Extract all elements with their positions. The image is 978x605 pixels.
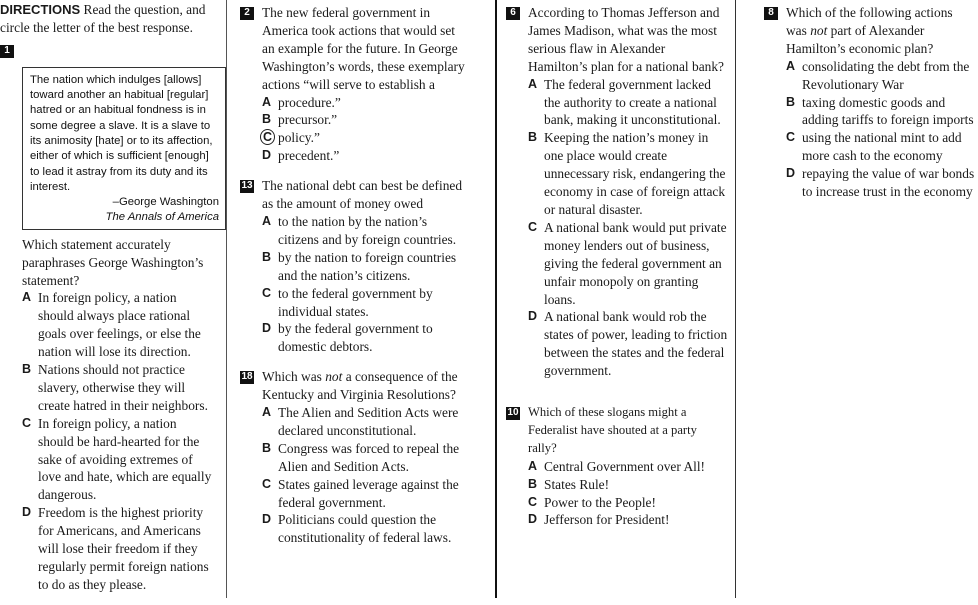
- quote-source: The Annals of America: [105, 211, 219, 224]
- option-d[interactable]: [22, 504, 212, 594]
- option-letter: C: [22, 415, 32, 430]
- option-text: Politicians could question the constitutionality of federal laws.: [278, 512, 452, 546]
- option-letter: C: [262, 285, 272, 300]
- question-10: [506, 404, 728, 529]
- option-b[interactable]: [262, 440, 468, 476]
- option-text: In foreign policy, a nation should be hard-hearted for the sake of avoiding extremes of love and hate, which are equally dangerous.: [38, 415, 212, 503]
- option-text: by the nation to foreign countries and the nation’s citizens.: [278, 249, 457, 283]
- option-letter: D: [22, 505, 32, 520]
- option-b[interactable]: [528, 129, 728, 219]
- quote-box: [22, 67, 226, 230]
- option-letter: B: [262, 249, 272, 264]
- option-letter: A: [262, 405, 272, 420]
- quote-attribution: –George Washington: [112, 196, 219, 209]
- option-text: The federal government lacked the authority to create a national bank, making it unconstitutional.: [544, 76, 721, 128]
- question-stem: Which of the following actions was not part of Alexander Hamilton’s economic plan?: [786, 5, 953, 56]
- column-3: [506, 0, 728, 540]
- option-text: Power to the People!: [544, 494, 656, 510]
- option-text: Keeping the nation’s money in one place would create unnecessary risk, endangering the economy in case of foreign attack or natural disaster.: [544, 130, 726, 217]
- options: [262, 94, 468, 166]
- options: [528, 76, 728, 380]
- option-letter: C: [528, 494, 538, 509]
- option-text: The Alien and Sedition Acts were declared unconstitutional.: [278, 405, 459, 438]
- question-stem: Which of these slogans might a Federalist have shouted at a party rally?: [528, 405, 697, 455]
- option-d[interactable]: [786, 165, 976, 201]
- option-letter: D: [528, 512, 538, 527]
- question-2: [240, 4, 468, 165]
- option-text: precursor.”: [278, 112, 338, 128]
- option-c[interactable]: [528, 219, 728, 309]
- option-letter: A: [528, 458, 538, 473]
- option-letter: C: [528, 219, 538, 234]
- question-number: 10: [507, 407, 519, 419]
- option-text: to the federal government by individual states.: [278, 285, 433, 319]
- option-text: Freedom is the highest priority for Americans, and Americans will lose their freedom if they regularly permit foreign nations to do as they please.: [38, 505, 209, 592]
- option-text: by the federal government to domestic debtors.: [278, 321, 433, 355]
- column-divider: [495, 0, 497, 598]
- option-d[interactable]: [528, 511, 728, 529]
- option-c[interactable]: [528, 494, 728, 512]
- option-text: In foreign policy, a nation should always place rational goals over feelings, or else the nation will lose its direction.: [38, 290, 201, 360]
- option-b[interactable]: [22, 361, 212, 415]
- option-text: taxing domestic goods and adding tariffs to foreign imports: [802, 94, 974, 128]
- option-text: A national bank would rob the states of power, leading to friction between the states and the federal government.: [544, 309, 728, 379]
- column-divider: [735, 0, 736, 598]
- option-letter: B: [262, 112, 272, 127]
- option-a[interactable]: [528, 76, 728, 130]
- option-text: States Rule!: [544, 476, 610, 492]
- option-text: using the national mint to add more cash to the economy: [802, 130, 962, 164]
- option-letter: C: [262, 476, 272, 491]
- question-1: [0, 41, 219, 594]
- quote-text: The nation which indulges [allows] toward another an habitual [regular] hatred or an habitual fondness is in some degree a slave. It is a slave to its animosity [hate] or to its affection, either of which is sufficient [enough] to lead it astray from its duty and its interest.: [30, 73, 213, 193]
- question-stem: According to Thomas Jefferson and James Madison, what was the most serious flaw in Alexander Hamilton’s plan for a national bank?: [528, 5, 724, 74]
- options: [22, 289, 212, 593]
- column-2: [240, 0, 468, 558]
- option-letter: C: [786, 130, 796, 145]
- question-18: [240, 368, 468, 547]
- options: [262, 213, 468, 356]
- option-a[interactable]: [22, 289, 212, 361]
- option-letter: D: [528, 309, 538, 324]
- option-text: Congress was forced to repeal the Alien and Sedition Acts.: [278, 440, 460, 474]
- question-13: [240, 177, 468, 356]
- option-text: A national bank would put private money lenders out of business, giving the federal government an unfair monopoly on granting loans.: [544, 219, 727, 307]
- option-text: policy.”: [278, 130, 320, 146]
- circled-answer-mark: C: [260, 129, 275, 145]
- option-a[interactable]: [786, 58, 976, 94]
- option-c[interactable]: [22, 415, 212, 505]
- option-letter: B: [528, 476, 538, 491]
- option-letter: A: [528, 76, 538, 91]
- option-letter: B: [22, 362, 32, 377]
- option-text: procedure.”: [278, 94, 341, 110]
- option-c[interactable]: [262, 476, 468, 512]
- option-b[interactable]: [786, 94, 976, 130]
- column-divider: [226, 0, 227, 598]
- question-6: [506, 4, 728, 380]
- options: [786, 58, 976, 201]
- option-a[interactable]: [262, 94, 468, 112]
- option-text: consolidating the debt from the Revolutionary War: [802, 58, 970, 92]
- option-letter: D: [262, 512, 272, 527]
- option-c[interactable]: [786, 129, 976, 165]
- option-b[interactable]: [528, 476, 728, 494]
- option-text: Nations should not practice slavery, otherwise they will create hatred in their neighbors.: [38, 362, 208, 413]
- question-stem: Which was not a consequence of the Kentucky and Virginia Resolutions?: [262, 369, 458, 403]
- question-number: 6: [506, 7, 520, 20]
- question-8: [764, 4, 976, 201]
- option-b[interactable]: [262, 111, 468, 129]
- option-text: repaying the value of war bonds to increase trust in the economy: [802, 166, 975, 200]
- directions-text: Read the question, and circle the letter of the best response.: [0, 2, 206, 35]
- question-stem: Which statement accurately paraphrases George Washington’s statement?: [22, 236, 204, 288]
- option-letter: A: [262, 94, 272, 109]
- directions-label: DIRECTIONS: [0, 2, 81, 17]
- option-a[interactable]: [262, 404, 468, 440]
- option-text: Jefferson for President!: [544, 512, 670, 528]
- option-a[interactable]: [528, 458, 728, 476]
- option-text: Central Government over All!: [544, 458, 706, 474]
- option-text: to the nation by the nation’s citizens and by foreign countries.: [278, 213, 457, 247]
- option-letter: A: [262, 213, 272, 228]
- question-number: 8: [764, 7, 778, 20]
- option-a[interactable]: [262, 213, 468, 249]
- option-c[interactable]: [262, 285, 468, 321]
- option-text: precedent.”: [278, 148, 340, 164]
- option-letter: B: [262, 440, 272, 455]
- options: [262, 404, 468, 547]
- option-letter: D: [786, 166, 796, 181]
- option-letter: D: [262, 321, 272, 336]
- option-d[interactable]: [262, 511, 468, 547]
- question-number: 2: [240, 7, 254, 20]
- column-1: [0, 0, 219, 605]
- question-number: 1: [0, 45, 14, 58]
- option-letter: A: [22, 290, 32, 305]
- question-number: 18: [241, 371, 253, 383]
- options: [528, 458, 728, 530]
- option-d[interactable]: [262, 147, 468, 165]
- question-number: 13: [241, 180, 253, 192]
- option-letter: A: [786, 58, 796, 73]
- option-b[interactable]: [262, 249, 468, 285]
- question-stem: The national debt can best be defined as the amount of money owed: [262, 178, 463, 212]
- option-letter: B: [528, 130, 538, 145]
- option-text: States gained leverage against the federal government.: [278, 476, 459, 510]
- column-4: [764, 0, 976, 212]
- option-letter: B: [786, 94, 796, 109]
- option-letter: D: [262, 148, 272, 163]
- option-d[interactable]: [528, 308, 728, 380]
- directions: [0, 1, 212, 37]
- question-stem: The new federal government in America took actions that would set an example for the future. In George Washington’s words, these exemplary actions “will serve to establish a: [262, 5, 465, 92]
- option-d[interactable]: [262, 320, 468, 356]
- option-c-circled[interactable]: [262, 129, 468, 147]
